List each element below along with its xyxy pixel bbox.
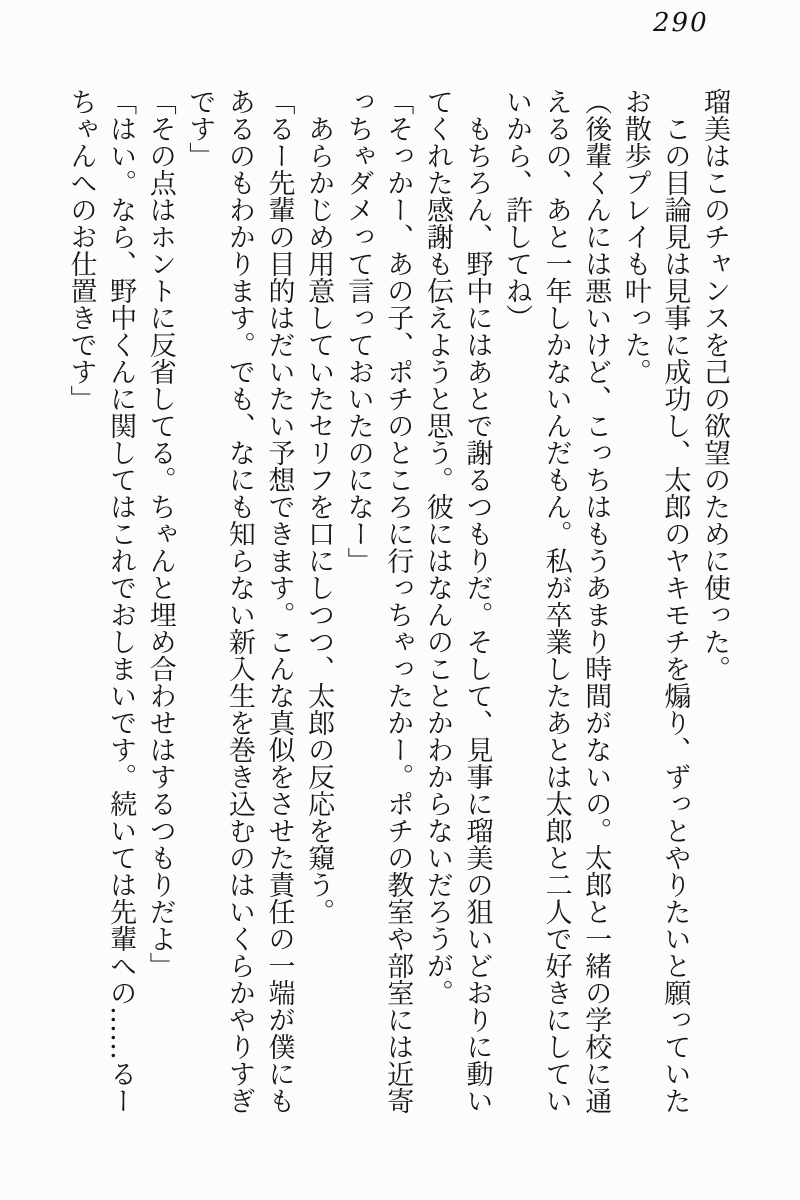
text-line: てくれた感謝も伝えようと思う。彼にはなんのことかわからないだろうが。: [421, 88, 453, 1006]
text-line: あらかじめ用意していたセリフを口にしつつ、太郎の反応を窺う。: [303, 115, 335, 925]
text-line: 瑠美はこのチャンスを己の欲望のために使った。: [699, 88, 730, 682]
page-number: 290: [653, 8, 709, 38]
text-line: もちろん、野中にはあとで謝るつもりだ。そして、見事に瑠美の狙いどおりに動い: [461, 115, 493, 1114]
text-line: 「るー先輩の目的はだいたい予想できます。こんな真似をさせた責任の一端が僕にも: [263, 88, 295, 1114]
text-line: お散歩プレイも叶った。: [619, 88, 651, 385]
text-line: 「はい。なら、野中くんに関してはこれでおしまいです。続いては先輩への……るー: [105, 88, 137, 1114]
page-text: [61, 88, 734, 1118]
text-line: 「そっかー、あの子、ポチのところに行っちゃったかー。ポチの教室や部室には近寄: [382, 88, 414, 1114]
text-line: っちゃダメって言っておいたのになー」: [342, 88, 374, 574]
text-line: この目論見は見事に成功し、太郎のヤキモチを煽り、ずっとやりたいと願っていた: [659, 115, 691, 1114]
text-line: です」: [184, 88, 216, 169]
text-line: ちゃんへのお仕置きです」: [65, 88, 97, 412]
text-line: いから、許してね）: [501, 88, 533, 331]
text-line: 「その点はホントに反省してる。ちゃんと埋め合わせはするつもりだよ」: [144, 88, 176, 979]
text-line: えるの、あと一年しかないんだもん。私が卒業したあとは太郎と二人で好きにしてい: [540, 88, 572, 1114]
text-line: （後輩くんには悪いけど、こっちはもうあまり時間がないの。太郎と一緒の学校に通: [580, 88, 612, 1114]
text-line: あるのもわかります。でも、なにも知らない新入生を巻き込むのはいくらかやりすぎ: [223, 88, 255, 1114]
